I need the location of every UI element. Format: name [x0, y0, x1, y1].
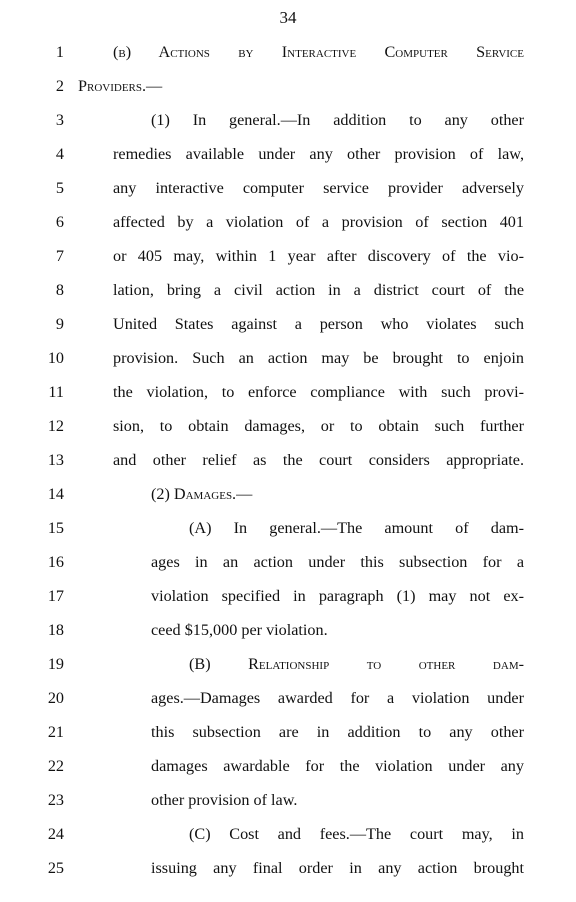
text-line [0, 582, 576, 610]
line-text: damages awardable for the violation under any [151, 757, 524, 775]
line-number: 20 [47, 689, 64, 707]
line-text: remedies available under any other provision of law, [113, 145, 524, 163]
text-line [0, 650, 576, 678]
text-line [0, 344, 576, 372]
line-number: 16 [47, 553, 64, 571]
line-text: (2) Damages.— [151, 485, 253, 503]
text-line [0, 242, 576, 270]
line-number: 8 [55, 281, 64, 299]
line-number: 17 [47, 587, 64, 605]
line-text: (b) Actions by Interactive Computer Service [113, 43, 524, 61]
text-line [0, 752, 576, 780]
line-text: (B) Relationship to other dam- [189, 655, 524, 673]
line-text: ages.—Damages awarded for a violation under [151, 689, 524, 707]
text-line [0, 480, 576, 508]
line-text: other provision of law. [151, 791, 298, 809]
text-line [0, 276, 576, 304]
line-text: affected by a violation of a provision of section 401 [113, 213, 524, 231]
line-number: 15 [47, 519, 64, 537]
line-number: 11 [48, 383, 64, 401]
text-line [0, 310, 576, 338]
line-text: United States against a person who violates such [113, 315, 524, 333]
text-line [0, 140, 576, 168]
text-line [0, 616, 576, 644]
line-number: 23 [47, 791, 64, 809]
text-line [0, 446, 576, 474]
line-text: violation specified in paragraph (1) may not ex- [151, 587, 524, 605]
line-text: and other relief as the court considers appropriate. [113, 451, 524, 469]
line-text: (C) Cost and fees.—The court may, in [189, 825, 524, 843]
line-number: 7 [55, 247, 64, 265]
line-number: 14 [47, 485, 64, 503]
page-number: 34 [279, 8, 297, 27]
line-number: 22 [47, 757, 64, 775]
line-number: 19 [47, 655, 64, 673]
text-line [0, 38, 576, 66]
line-text: any interactive computer service provider adversely [113, 179, 524, 197]
text-line [0, 378, 576, 406]
line-text: Providers.— [78, 77, 163, 95]
text-line [0, 854, 576, 882]
line-number: 25 [47, 859, 64, 877]
line-text: provision. Such an action may be brought to enjoin [113, 349, 524, 367]
line-text: sion, to obtain damages, or to obtain such further [113, 417, 524, 435]
line-number: 13 [47, 451, 64, 469]
line-number: 21 [47, 723, 64, 741]
line-number: 12 [47, 417, 64, 435]
line-number: 4 [55, 145, 64, 163]
text-line [0, 548, 576, 576]
line-number: 1 [55, 43, 64, 61]
line-text: ceed $15,000 per violation. [151, 621, 328, 639]
line-text: (1) In general.—In addition to any other [151, 111, 524, 129]
line-text: (A) In general.—The amount of dam- [189, 519, 524, 537]
text-line [0, 412, 576, 440]
line-number: 9 [55, 315, 64, 333]
line-number: 18 [47, 621, 64, 639]
text-line [0, 106, 576, 134]
line-text: lation, bring a civil action in a district court of the [113, 281, 524, 299]
line-text: or 405 may, within 1 year after discovery of the vio- [113, 247, 524, 265]
line-text: this subsection are in addition to any other [151, 723, 524, 741]
text-line [0, 514, 576, 542]
line-text: ages in an action under this subsection for a [151, 553, 524, 571]
line-number: 3 [55, 111, 64, 129]
line-number: 2 [55, 77, 64, 95]
text-line [0, 820, 576, 848]
line-number: 10 [47, 349, 64, 367]
line-number: 5 [55, 179, 64, 197]
text-line [0, 786, 576, 814]
text-line [0, 174, 576, 202]
line-number: 24 [47, 825, 64, 843]
line-text: issuing any final order in any action brought [151, 859, 524, 877]
line-number: 6 [55, 213, 64, 231]
line-text: the violation, to enforce compliance with such provi- [113, 383, 524, 401]
text-line [0, 208, 576, 236]
text-line [0, 72, 576, 100]
text-line [0, 718, 576, 746]
text-line [0, 684, 576, 712]
